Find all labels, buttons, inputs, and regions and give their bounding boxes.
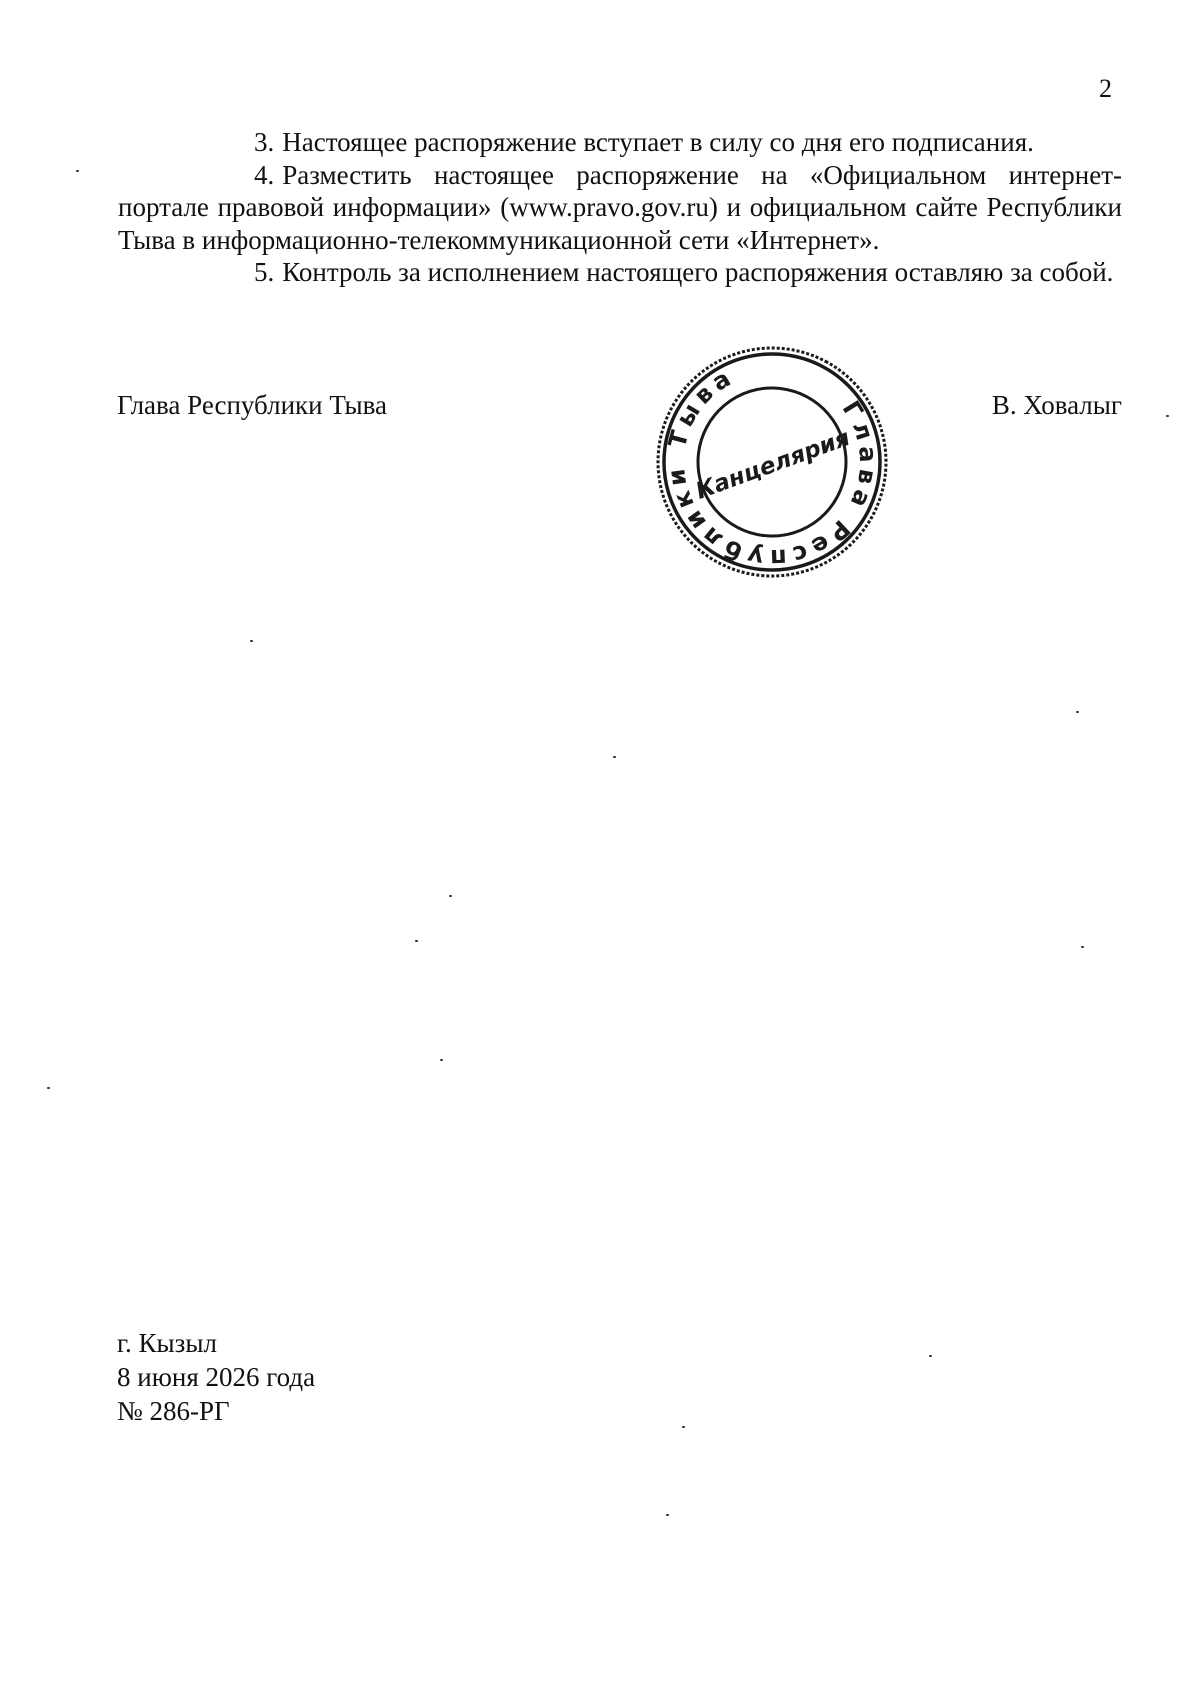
paragraph-5 [118,256,1122,289]
scan-speck [1076,711,1079,713]
scan-speck [1166,415,1169,417]
page-number: 2 [1099,74,1112,103]
paragraph-text: Разместить настоящее распоряжение на «Официальном интернет-портале правовой информации» (www.pravo.gov.ru) и официальном сайте Республики Тыва в информационно-телекоммуникационной сети «Интернет». [118,159,1122,255]
scan-speck [415,940,418,942]
scan-speck [613,756,616,758]
paragraph-3 [118,126,1122,159]
paragraph-4 [118,159,1122,257]
document-footer [117,1326,315,1428]
paragraph-number: 4. [254,159,275,190]
footer-date: 8 июня 2026 года [117,1362,316,1392]
paragraph-text: Настоящее распоряжение вступает в силу со дня его подписания. [282,127,1034,157]
scan-speck [666,1514,669,1516]
signatory-title: Глава Республики Тыва [117,390,388,420]
scan-speck [440,1059,443,1061]
scan-speck [449,895,452,897]
official-seal-stamp [652,342,892,582]
scan-speck [47,1087,50,1089]
scan-speck [250,640,253,642]
scan-speck [682,1426,685,1428]
paragraph-number: 3. [254,127,275,157]
paragraph-text: Контроль за исполнением настоящего распоряжения оставляю за собой. [282,257,1114,287]
document-body [118,126,1122,289]
footer-city: г. Кызыл [117,1328,217,1358]
signatory-name: В. Ховалыг [991,390,1122,420]
footer-number: № 286-РГ [117,1396,230,1426]
paragraph-number: 5. [254,257,275,287]
scan-speck [929,1355,932,1357]
scan-speck [1081,946,1084,948]
scan-speck [76,170,79,172]
stamp-ring-text: Глава Республики Тыва [661,361,883,573]
stamp-center-text: Канцелярия [692,424,854,505]
